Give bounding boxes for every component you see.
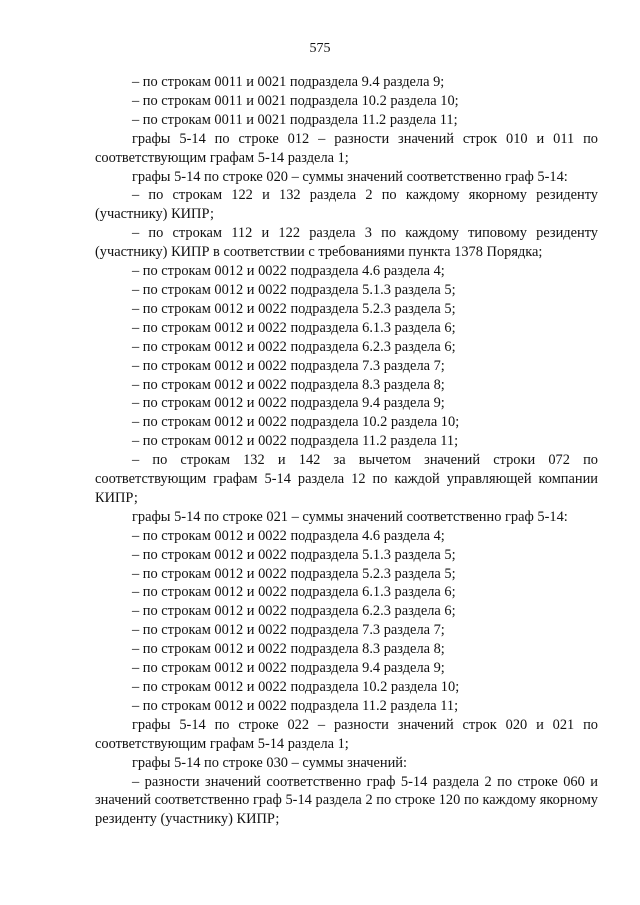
paragraph: – по строкам 132 и 142 за вычетом значений строки 072 по соответствующим графам 5-14 раздела 12 по каждой управляющей компании КИПР;	[95, 452, 598, 506]
paragraph: графы 5-14 по строке 030 – суммы значений:	[132, 754, 407, 771]
paragraph: – по строкам 0012 и 0022 подраздела 5.1.3 раздела 5;	[132, 281, 456, 298]
paragraph: – по строкам 0012 и 0022 подраздела 7.3 раздела 7;	[132, 357, 445, 374]
paragraph: – по строкам 0012 и 0022 подраздела 6.1.3 раздела 6;	[132, 584, 456, 601]
paragraph: – по строкам 0012 и 0022 подраздела 9.4 раздела 9;	[132, 395, 445, 412]
page-number: 575	[309, 41, 331, 56]
paragraph: – по строкам 0012 и 0022 подраздела 5.1.3 раздела 5;	[132, 546, 456, 563]
paragraph: графы 5-14 по строке 022 – разности значений строк 020 и 021 по соответствующим графам 5-14 раздела 1;	[95, 716, 598, 752]
paragraph: – по строкам 0012 и 0022 подраздела 5.2.3 раздела 5;	[132, 300, 456, 317]
paragraph: – по строкам 0012 и 0022 подраздела 10.2 раздела 10;	[132, 414, 460, 431]
paragraph: – по строкам 0012 и 0022 подраздела 5.2.3 раздела 5;	[132, 565, 456, 582]
paragraph: – по строкам 0012 и 0022 подраздела 7.3 раздела 7;	[132, 622, 445, 639]
paragraph: – по строкам 0012 и 0022 подраздела 4.6 раздела 4;	[132, 527, 445, 544]
paragraph: – по строкам 0012 и 0022 подраздела 11.2 раздела 11;	[132, 697, 459, 714]
paragraph: – по строкам 0012 и 0022 подраздела 4.6 раздела 4;	[132, 263, 445, 280]
paragraph: графы 5-14 по строке 020 – суммы значений соответственно граф 5-14:	[132, 168, 568, 185]
paragraph: – по строкам 0012 и 0022 подраздела 11.2 раздела 11;	[132, 433, 459, 450]
paragraph: – по строкам 0011 и 0021 подраздела 10.2 раздела 10;	[132, 92, 459, 109]
paragraph: – по строкам 0012 и 0022 подраздела 6.1.3 раздела 6;	[132, 319, 456, 336]
paragraph: – по строкам 0011 и 0021 подраздела 9.4 раздела 9;	[132, 74, 445, 90]
paragraph: – по строкам 0011 и 0021 подраздела 11.2 раздела 11;	[132, 111, 458, 128]
paragraph: – разности значений соответственно граф 5-14 раздела 2 по строке 060 и значений соответственно граф 5-14 раздела 2 по строке 120 по каждому якорному резиденту (участнику) КИПР;	[95, 773, 598, 828]
document-body	[95, 73, 598, 829]
paragraph: – по строкам 0012 и 0022 подраздела 9.4 раздела 9;	[132, 660, 445, 677]
paragraph: – по строкам 0012 и 0022 подраздела 6.2.3 раздела 6;	[132, 338, 456, 355]
paragraph: – по строкам 122 и 132 раздела 2 по каждому якорному резиденту (участнику) КИПР;	[95, 187, 598, 223]
paragraph: – по строкам 0012 и 0022 подраздела 8.3 раздела 8;	[132, 641, 445, 658]
paragraph: графы 5-14 по строке 012 – разности значений строк 010 и 011 по соответствующим графам 5-14 раздела 1;	[95, 130, 598, 166]
paragraph: – по строкам 0012 и 0022 подраздела 10.2 раздела 10;	[132, 679, 460, 695]
paragraph: графы 5-14 по строке 021 – суммы значений соответственно граф 5-14:	[132, 508, 568, 525]
paragraph: – по строкам 0012 и 0022 подраздела 6.2.3 раздела 6;	[132, 603, 456, 620]
paragraph: – по строкам 112 и 122 раздела 3 по каждому типовому резиденту (участнику) КИПР в соответствии с требованиями пункта 1378 Порядка;	[95, 225, 598, 261]
paragraph: – по строкам 0012 и 0022 подраздела 8.3 раздела 8;	[132, 376, 445, 393]
